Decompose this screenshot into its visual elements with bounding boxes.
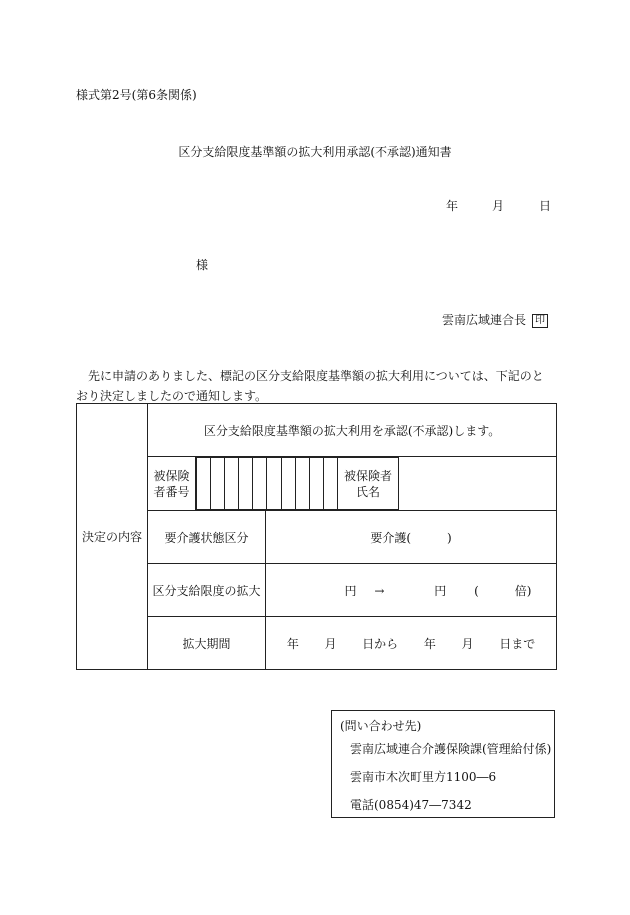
issuer-name: 雲南広域連合長	[442, 313, 527, 327]
date-day-label: 日	[539, 199, 552, 213]
insured-name-label-line1: 被保険者	[343, 468, 392, 483]
care-level-label: 要介護状態区分	[148, 511, 266, 564]
insured-digit-box[interactable]	[295, 458, 309, 510]
expansion-yen-to: 円	[434, 583, 447, 598]
date-year-label: 年	[446, 199, 459, 213]
insured-number-label-line1: 被保険	[153, 468, 190, 483]
period-label: 拡大期間	[148, 617, 266, 670]
expansion-arrow: →	[374, 583, 385, 598]
insured-digit-box[interactable]	[225, 458, 239, 510]
inquiry-heading: (問い合わせ先)	[340, 719, 422, 733]
period-start-month: 月	[324, 636, 337, 651]
insured-digit-box[interactable]	[253, 458, 267, 510]
insured-digit-box[interactable]	[239, 458, 253, 510]
inquiry-box	[331, 710, 555, 818]
insured-digit-box[interactable]	[197, 458, 211, 510]
expansion-value	[266, 564, 557, 617]
care-level-value: 要介護( )	[266, 511, 557, 564]
decision-table	[76, 403, 557, 670]
insured-digit-box[interactable]	[267, 458, 281, 510]
insured-number-boxes	[196, 457, 398, 510]
period-end-year: 年	[423, 636, 436, 651]
period-end-month: 月	[461, 636, 474, 651]
expansion-label: 区分支給限度の拡大	[148, 564, 266, 617]
period-value	[266, 617, 557, 670]
period-end-day: 日まで	[499, 636, 536, 651]
period-start-day: 日から	[362, 636, 399, 651]
expansion-yen-from: 円	[344, 583, 357, 598]
period-start-year: 年	[286, 636, 299, 651]
insured-digit-box[interactable]	[211, 458, 225, 510]
insured-number-label	[148, 457, 196, 511]
seal-mark: 印	[532, 314, 548, 328]
recipient-suffix: 様	[196, 258, 209, 272]
form-number: 様式第2号(第6条関係)	[76, 88, 197, 102]
issuer-line	[442, 311, 548, 328]
insured-digit-box[interactable]	[309, 458, 323, 510]
inquiry-phone: 電話(0854)47―7342	[350, 798, 472, 812]
insured-name-label-line2: 氏名	[355, 484, 380, 499]
body-text: 先に申請のありました、標記の区分支給限度基準額の拡大利用については、下記のとおり決定しましたので通知します。	[76, 369, 544, 403]
decision-label: 決定の内容	[77, 404, 148, 670]
approval-text: 区分支給限度基準額の拡大利用を承認(不承認)します。	[148, 404, 557, 457]
insured-number-label-line2: 者番号	[153, 484, 190, 499]
inquiry-department: 雲南広域連合介護保険課(管理給付係)	[350, 742, 552, 756]
expansion-ratio: ( 倍)	[474, 583, 532, 598]
insured-name-field[interactable]	[399, 457, 557, 511]
inquiry-address: 雲南市木次町里方1100―6	[350, 770, 497, 784]
document-title: 区分支給限度基準額の拡大利用承認(不承認)通知書	[178, 145, 452, 159]
insured-name-label	[338, 458, 399, 510]
insured-digit-box[interactable]	[323, 458, 337, 510]
date-month-label: 月	[492, 199, 505, 213]
insured-digit-box[interactable]	[281, 458, 295, 510]
